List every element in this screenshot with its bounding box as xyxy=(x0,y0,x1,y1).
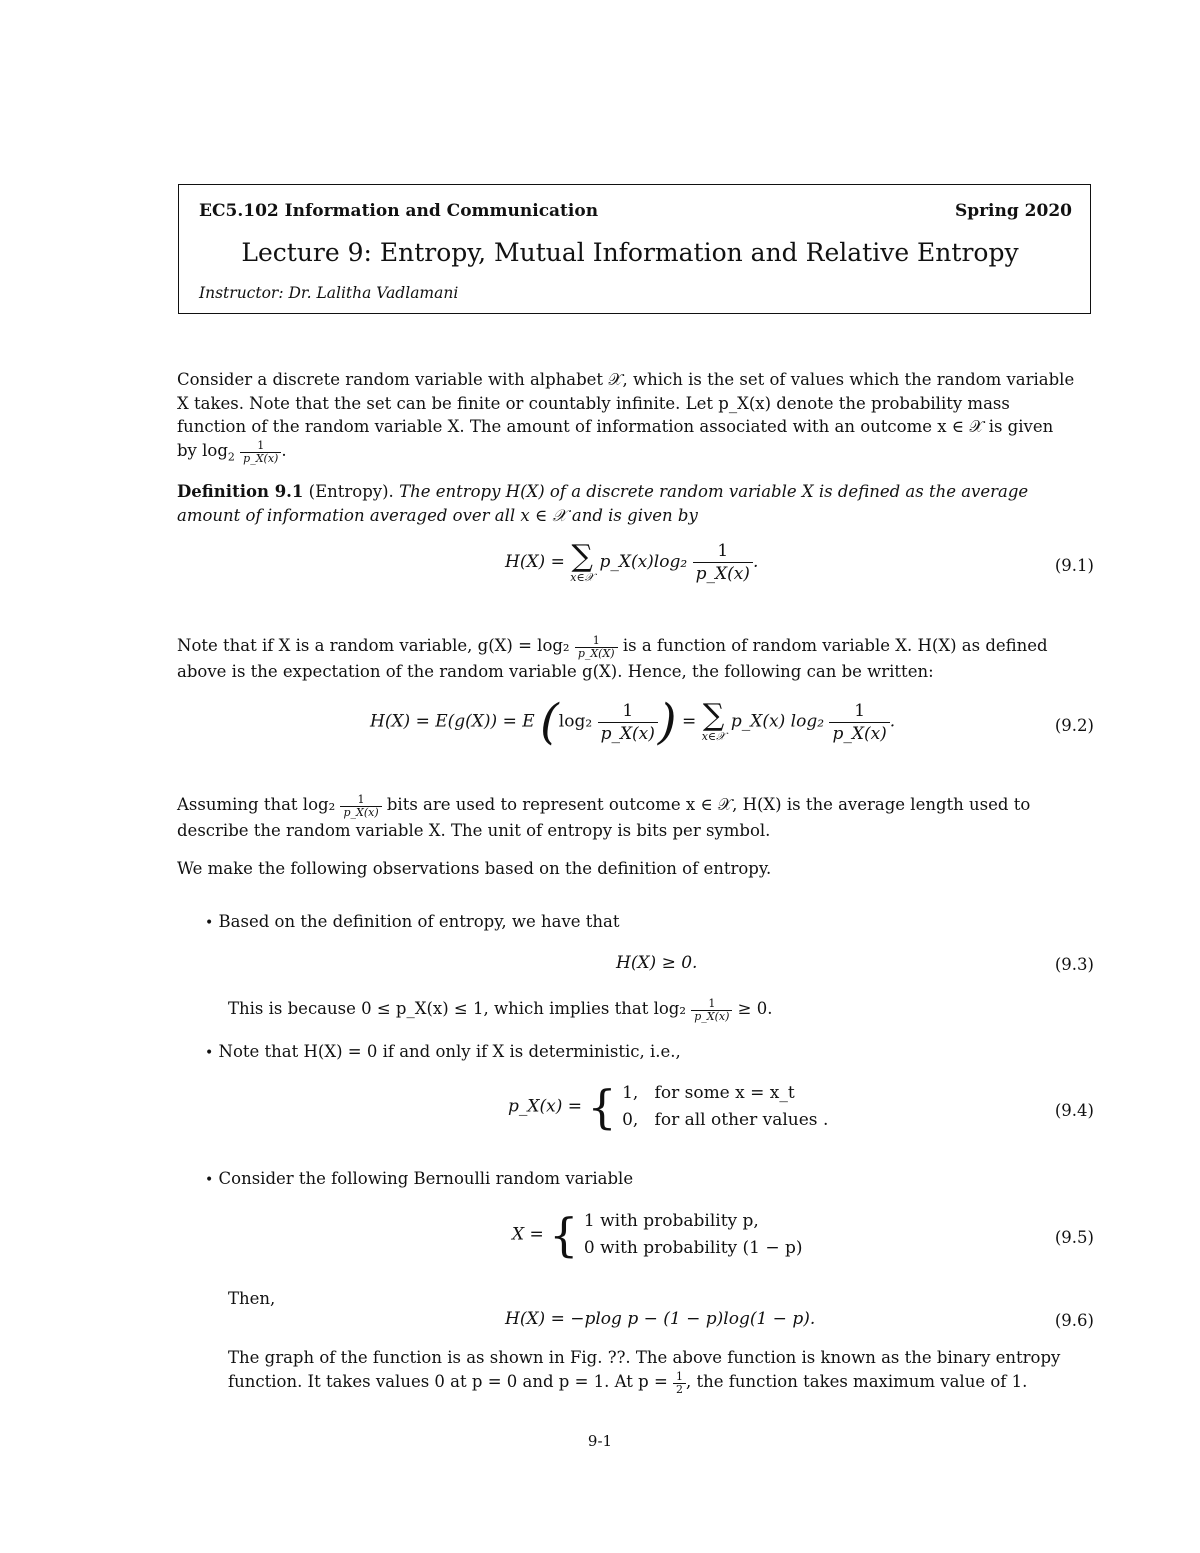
bullet-continuation: This is because 0 ≤ p_X(x) ≤ 1, which implies that log₂ $\frac{1}{p\_X(x)}$ ≥ 0. xyxy=(228,997,773,1023)
bullet-item: • Note that H(X) = 0 if and only if X is deterministic, i.e., xyxy=(205,1042,681,1061)
intro-line: X takes. Note that the set can be finite or countably infinite. Let p_X(x) denote the probability mass xyxy=(177,393,1010,413)
bullet-icon: • xyxy=(205,1045,214,1061)
intro-line: Consider a discrete random variable with alphabet 𝒳, which is the set of values which the random variable xyxy=(177,370,1075,389)
equation-9-4: p_X(x) = { 1, for some x = x_t 0, for all other values . xyxy=(508,1080,829,1134)
equation-9-5: X = { 1 with probability p, 0 with probability (1 − p) xyxy=(512,1208,803,1262)
binary-entropy-paragraph: The graph of the function is as shown in Fig. ??. The above function is known as the binary entropy function. It takes values 0 at p = 0 and p = 1. At p = $\frac{1}{2}$ , the function takes maximum value of 1. xyxy=(228,1348,1061,1396)
equation-9-1: H(X) = ∑ x∈𝒳 p_X(x)log₂ $\frac{1}{p\_X(x)}$ . xyxy=(505,538,759,584)
then-text: Then, xyxy=(228,1289,276,1308)
bullet-item: • Consider the following Bernoulli random variable xyxy=(205,1169,634,1188)
equation-9-2: H(X) = E(g(X)) = E (log₂ $\frac{1}{p\_X(x)}$ ) = ∑ x∈𝒳 p_X(x) log₂ $\frac{1}{p\_X(x)}$ . xyxy=(370,694,896,750)
definition-label: Definition 9.1 xyxy=(177,482,304,501)
summation: ∑ x∈𝒳 xyxy=(570,538,595,584)
assuming-paragraph: Assuming that log₂ $\frac{1}{p\_X(x)}$ bits are used to represent outcome x ∈ 𝒳, H(X) is the average length used to describe the random variable X. The unit of entropy is bits per symbol. xyxy=(177,793,1031,840)
lecture-title: Lecture 9: Entropy, Mutual Information and Relative Entropy xyxy=(241,238,1019,267)
intro-paragraph xyxy=(177,368,1097,468)
equation-number: (9.2) xyxy=(1054,716,1094,735)
bullet-icon: • xyxy=(205,1172,214,1188)
equation-number: (9.4) xyxy=(1054,1101,1094,1120)
definition-block xyxy=(177,480,1097,527)
definition-name: (Entropy). xyxy=(308,482,394,501)
definition-text: The entropy H(X) of a discrete random variable X is defined as the average xyxy=(399,482,1029,501)
equation-number: (9.6) xyxy=(1054,1311,1094,1330)
bullet-icon: • xyxy=(205,915,214,931)
equation-9-6: H(X) = −plog p − (1 − p)log(1 − p). xyxy=(505,1309,816,1329)
equation-9-3: H(X) ≥ 0. xyxy=(616,953,698,973)
equation-number: (9.3) xyxy=(1054,955,1094,974)
semester: Spring 2020 xyxy=(954,201,1072,221)
page-number: 9-1 xyxy=(587,1432,613,1450)
course-name: EC5.102 Information and Communication xyxy=(199,201,599,221)
equation-number: (9.5) xyxy=(1054,1228,1094,1247)
fraction: $\frac{1}{p\_X(x)}$ xyxy=(240,440,281,465)
note-paragraph: Note that if X is a random variable, g(X) = log₂ $\frac{1}{p\_X(X)}$ is a function of random variable X. H(X) as defined above is the expectation of the random variable g(X). Hence, the following can be written: xyxy=(177,634,1048,681)
intro-line: function of the random variable X. The amount of information associated with an outcome x ∈ 𝒳 is given xyxy=(177,417,1054,436)
definition-text: amount of information averaged over all x ∈ 𝒳 and is given by xyxy=(177,505,698,525)
instructor: Instructor: Dr. Lalitha Vadlamani xyxy=(199,284,459,302)
observations-text: We make the following observations based on the definition of entropy. xyxy=(177,859,772,878)
bullet-item: • Based on the definition of entropy, we have that xyxy=(205,912,620,931)
intro-line: by $\log_2$ $\frac{1}{p\_X(x)}$ . xyxy=(177,438,287,465)
equation-number: (9.1) xyxy=(1054,556,1094,575)
summation: ∑ x∈𝒳 xyxy=(701,698,726,743)
